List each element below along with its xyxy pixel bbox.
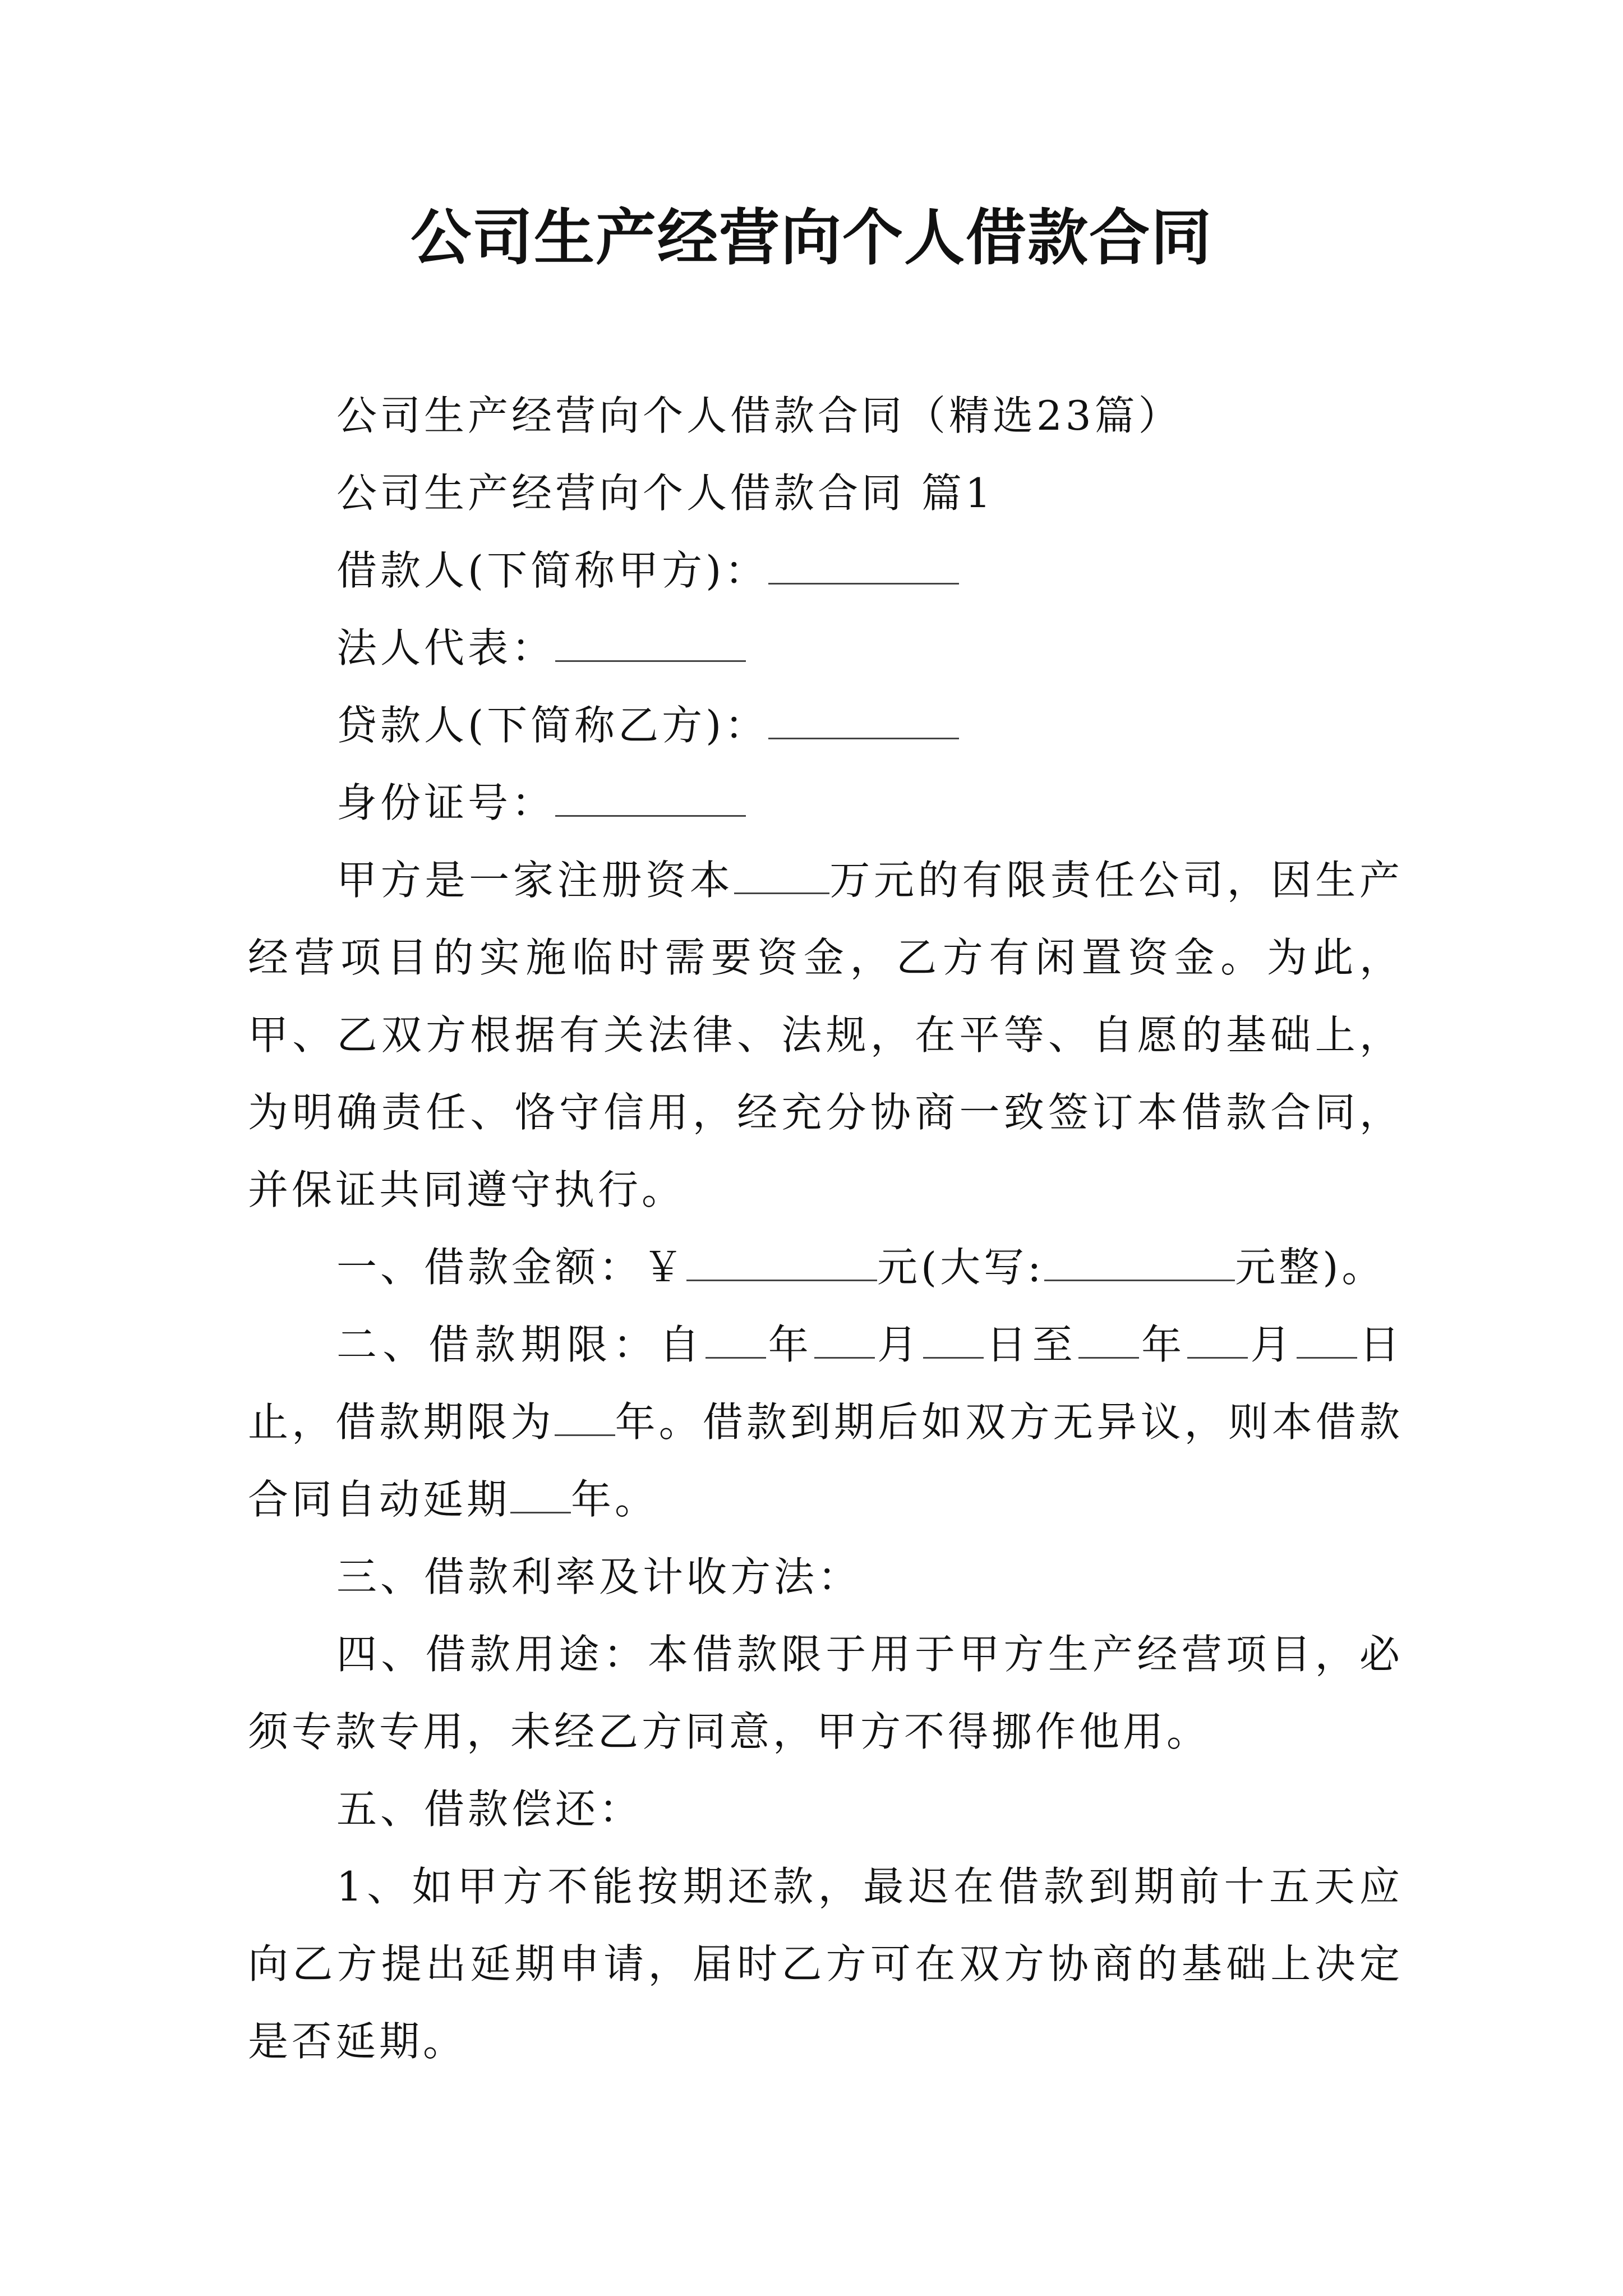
paragraph-text: 万元的有限责任公司，因生产经营项目的实施临时需要资金，乙方有闲置资金。为此，甲、乙双方根据有关法律、法规，在平等、自愿的基础上，为明确责任、恪守信用，经充分协商一致签订本借款合同，并保证共同遵守执行。 [248, 857, 1403, 1213]
fill-in-blank [706, 1323, 766, 1359]
fill-in-blank [686, 1246, 877, 1281]
paragraph [248, 687, 1403, 764]
paragraph-text: 贷款人(下简称乙方)： [336, 702, 769, 749]
fill-in-blank [1187, 1323, 1248, 1359]
fill-in-blank [510, 1478, 571, 1513]
fill-in-blank [768, 704, 959, 739]
paragraph-text: 年。 [571, 1476, 659, 1523]
paragraph-text: 身份证号： [336, 779, 556, 826]
paragraph-text: 五、借款偿还： [336, 1786, 643, 1833]
fill-in-blank [734, 859, 829, 894]
paragraph-text: 年 [766, 1321, 814, 1368]
paragraph [248, 532, 1403, 609]
paragraph-text: 二、借款期限：自 [336, 1321, 706, 1368]
fill-in-blank [814, 1323, 875, 1359]
paragraph-text: 年 [1138, 1321, 1188, 1368]
paragraph [248, 1538, 1403, 1616]
paragraph-text: 借款人(下简称甲方)： [336, 547, 769, 594]
document-title: 公司生产经营向个人借款合同 [410, 203, 1212, 273]
paragraph [248, 1770, 1403, 1848]
fill-in-blank [1078, 1323, 1139, 1359]
fill-in-blank [1044, 1246, 1235, 1281]
paragraph [248, 764, 1403, 841]
paragraph-text: 公司生产经营向个人借款合同（精选23篇） [336, 392, 1182, 439]
paragraph-text: 一、借款金额：￥ [336, 1244, 687, 1291]
document-body [248, 377, 1403, 2080]
paragraph [248, 377, 1403, 454]
fill-in-blank [1297, 1323, 1357, 1359]
paragraph-text: 三、借款利率及计收方法： [336, 1553, 862, 1600]
paragraph-text: 四、借款用途：本借款限于用于甲方生产经营项目，必须专款专用，未经乙方同意，甲方不得挪作他用。 [248, 1631, 1403, 1755]
paragraph-text: 月 [874, 1321, 924, 1368]
paragraph-text: 元(大写: [877, 1244, 1045, 1291]
paragraph [248, 841, 1403, 1228]
fill-in-blank [555, 781, 746, 817]
paragraph [248, 1616, 1403, 1770]
paragraph [248, 1848, 1403, 2080]
fill-in-blank [923, 1323, 984, 1359]
paragraph-text: 公司生产经营向个人借款合同 篇1 [336, 470, 994, 517]
paragraph-text: 1、如甲方不能按期还款，最迟在借款到期前十五天应向乙方提出延期申请，届时乙方可在双方协商的基础上决定是否延期。 [248, 1863, 1403, 2065]
paragraph [248, 454, 1403, 532]
paragraph [248, 609, 1403, 687]
paragraph-text: 日至 [984, 1321, 1078, 1368]
paragraph-text: 日止，借款期限为 [248, 1321, 1403, 1446]
fill-in-blank [768, 549, 959, 585]
paragraph [248, 1228, 1403, 1306]
paragraph-text: 甲方是一家注册资本 [336, 857, 734, 904]
paragraph-text: 月 [1248, 1321, 1297, 1368]
paragraph [248, 1306, 1403, 1538]
paragraph-text: 元整)。 [1235, 1244, 1386, 1291]
paragraph-text: 法人代表： [336, 624, 556, 671]
fill-in-blank [555, 1401, 615, 1436]
paragraph-text: 年。借款到期后如双方无异议，则本借款合同自动延期 [248, 1398, 1403, 1523]
fill-in-blank [555, 627, 746, 662]
